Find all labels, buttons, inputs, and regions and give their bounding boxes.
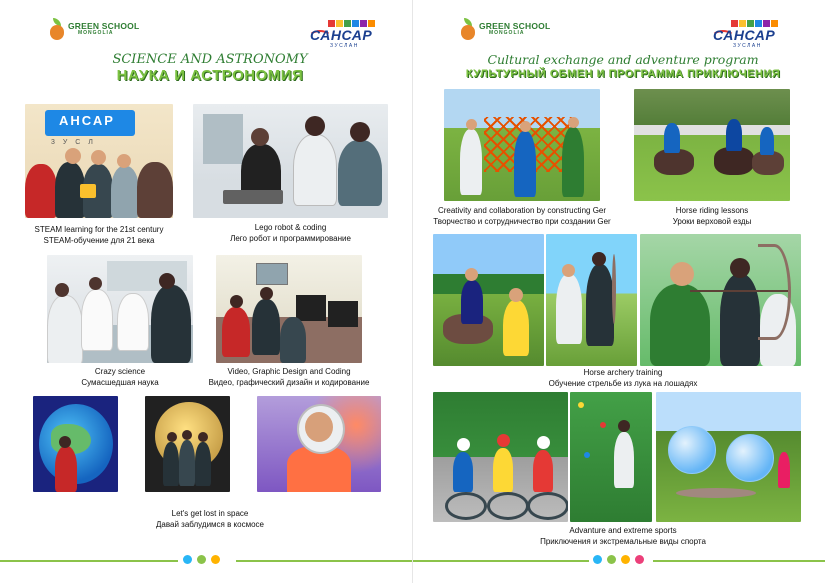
caption-steam: STEAM learning for the 21st century STEAM-обучение для 21 века xyxy=(34,225,164,245)
sign-subtitle: 3 У С Л xyxy=(51,139,96,146)
green-school-mark-icon xyxy=(461,18,475,40)
green-school-country: MONGOLIA xyxy=(489,29,525,36)
photo-lego-robot xyxy=(193,104,388,218)
photo-crazy-science xyxy=(47,255,193,363)
photo-bubble-soccer xyxy=(656,392,801,522)
photo-biking xyxy=(433,392,568,522)
footer-line-left-2 xyxy=(236,560,412,562)
dot-blue xyxy=(593,555,602,564)
sansar-sub: ЗУСЛАН xyxy=(330,43,359,49)
caption-video-coding: Video, Graphic Design and Coding Видео, графический дизайн и кодирование xyxy=(208,367,370,387)
left-page xyxy=(0,0,412,583)
caption-space: Let's get lost in space Давай заблудимся в космосе xyxy=(155,509,264,529)
green-school-country: MONGOLIA xyxy=(78,29,114,36)
photo-archery-aim xyxy=(640,234,801,366)
sansar-logo-right xyxy=(713,20,783,50)
footer-dots-left xyxy=(183,555,220,564)
footer-line-right-2 xyxy=(653,560,825,562)
sansar-color-blocks xyxy=(731,20,778,27)
dot-yellow xyxy=(621,555,630,564)
photo-archery-bow xyxy=(546,234,637,366)
green-school-logo xyxy=(50,18,139,40)
footer-line-left xyxy=(0,560,178,562)
dot-green xyxy=(197,555,206,564)
sansar-sub: ЗУСЛАН xyxy=(733,43,762,49)
photo-video-coding xyxy=(216,255,362,363)
page-title-ru: НАУКА И АСТРОНОМИЯ xyxy=(116,67,304,84)
page-title-en-right: Cultural exchange and adventure program xyxy=(487,52,759,67)
green-school-name: GREEN SCHOOL xyxy=(479,21,551,32)
photo-climbing-wall xyxy=(570,392,652,522)
photo-astronaut xyxy=(257,396,381,492)
caption-ger: Creativity and collaboration by constructing Ger Творчество и сотрудничество при создании Ger xyxy=(433,206,611,226)
green-school-logo-right xyxy=(461,18,550,40)
sansar-word: САНСАР xyxy=(310,27,373,43)
page-title-ru-right: КУЛЬТУРНЫЙ ОБМЕН И ПРОГРАММА ПРИКЛЮЧЕНИЯ xyxy=(465,68,781,80)
page-title-en: SCIENCE AND ASTRONOMY xyxy=(112,52,308,67)
sansar-word: САНСАР xyxy=(713,27,776,43)
photo-horse-riding xyxy=(634,89,790,201)
photo-moon-group xyxy=(145,396,230,492)
green-school-mark-icon xyxy=(50,18,64,40)
caption-horse-riding: Horse riding lessons Уроки верховой езды xyxy=(672,206,752,226)
dot-green xyxy=(607,555,616,564)
green-school-name: GREEN SCHOOL xyxy=(68,21,140,32)
caption-sports: Advanture and extreme sports Приключения и экстремальные виды спорта xyxy=(540,526,706,546)
footer-line-right xyxy=(413,560,589,562)
dot-yellow xyxy=(211,555,220,564)
photo-steam-learning xyxy=(25,104,173,218)
photo-globe xyxy=(33,396,118,492)
right-page xyxy=(413,0,825,583)
caption-lego: Lego robot & coding Лего робот и программирование xyxy=(230,223,351,243)
dot-pink xyxy=(635,555,644,564)
sansar-sign: АНСАР xyxy=(45,110,135,136)
sansar-color-blocks xyxy=(328,20,375,27)
dot-blue xyxy=(183,555,192,564)
sansar-logo xyxy=(310,20,380,50)
caption-archery: Horse archery training Обучение стрельбе из лука на лошадях xyxy=(548,368,698,388)
footer-dots-right xyxy=(593,555,644,564)
photo-archery-horse xyxy=(433,234,544,366)
caption-crazy-science: Crazy science Сумасшедшая наука xyxy=(81,367,159,387)
page-fold xyxy=(412,0,413,583)
photo-ger-construction xyxy=(444,89,600,201)
